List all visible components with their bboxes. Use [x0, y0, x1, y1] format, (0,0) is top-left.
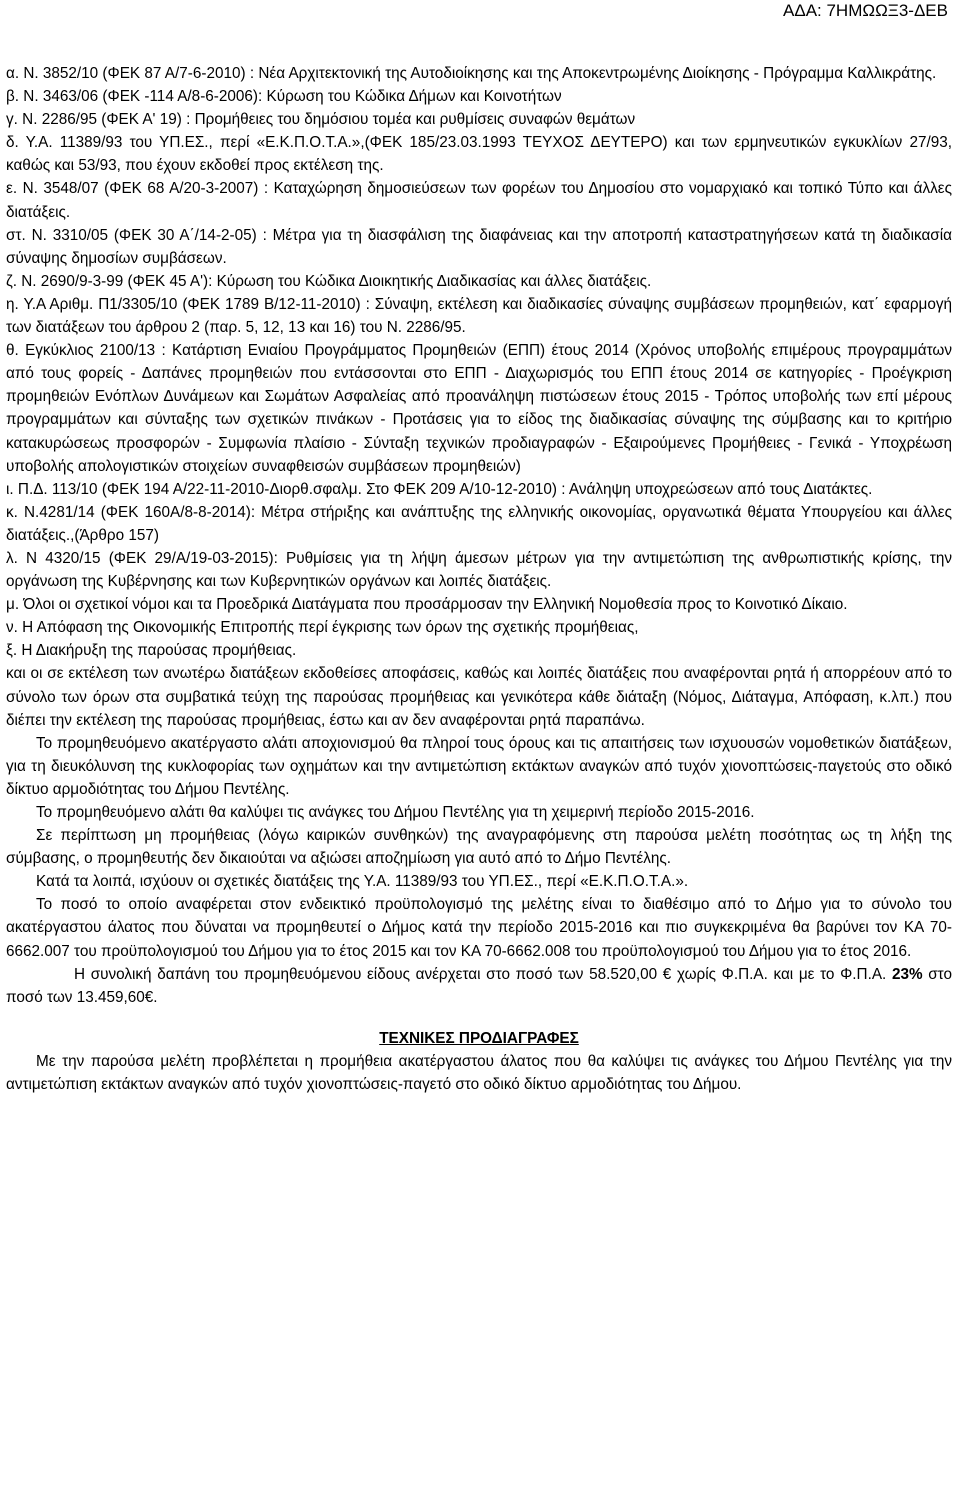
- legal-item-e: ε. Ν. 3548/07 (ΦΕΚ 68 Α/20-3-2007) : Καταχώρηση δημοσιεύσεων των φορέων του Δημοσίου στο νομαρχιακό και τοπικό Τύπο και άλλες διατάξεις.: [6, 180, 952, 221]
- legal-item-k: κ. Ν.4281/14 (ΦΕΚ 160Α/8-8-2014): Μέτρα στήριξης και ανάπτυξης της ελληνικής οικονομίας, οργανωτικά θέματα Υπουργείου και άλλες διατάξεις.,(Άρθρο 157): [6, 503, 952, 544]
- legal-item-st: στ. Ν. 3310/05 (ΦΕΚ 30 Α΄/14-2-05) : Μέτρα για τη διασφάλιση της διαφάνειας και την αποτροπή καταστρατηγήσεων κατά τη διαδικασία σύναψης δημοσίων συμβάσεων.: [6, 226, 952, 267]
- budget-paragraph: Το ποσό το οποίο αναφέρεται στον ενδεικτικό προϋπολογισμό της μελέτης είναι το διαθέσιμο από το Δήμο για το σύνολο του ακατέργαστου άλατος που δύναται να προμηθευτεί ο Δήμος κατά την περίοδο 2015-2016 και πιο συγκεκριμένα θα βαρύνει τον ΚΑ 70-6662.007 του προϋπολογισμού του Δήμου για το έτος 2015 και τον ΚΑ 70-6662.008 του προϋπολογισμού του Δήμου για το έτος 2016.: [6, 896, 952, 960]
- total-cost-prefix: Η συνολική δαπάνη του προμηθευόμενου είδους ανέρχεται στο ποσό των 58.520,00 € χωρίς Φ.Π.Α. και με το Φ.Π.Α.: [74, 965, 892, 983]
- legal-item-th: θ. Εγκύκλιος 2100/13 : Κατάρτιση Ενιαίου Προγράμματος Προμηθειών (ΕΠΠ) έτους 2014 (Χρόνος υποβολής επιμέρους προγραμμάτων από τους φορείς - Δαπάνες προμηθειών που εντάσσονται στο ΕΠΠ - Διαχωρισμός του ΕΠΠ έτους 2014 σε κατηγορίες - Προέγκριση προμηθειών Ενόπλων Δυνάμεων και Σωμάτων Ασφαλείας από προανάληψη πιστώσεων έτους 2015 - Τρόπος υποβολής των επί μέρους προγραμμάτων και σύνταξης των σχετικών πινάκων - Προτάσεις για το είδος της διαδικασίας σύναψης της σύμβασης και το κριτήριο κατακυρώσεως προσφορών - Συμφωνία πλαίσιο - Σύνταξη τεχνικών προδιαγραφών - Εξαιρούμενες Προμήθειες - Γενικά - Υποχρέωση υποβολής απολογιστικών στοιχείων συναφθεισών συμβάσεων προμηθειών): [6, 342, 952, 475]
- legal-item-a: α. Ν. 3852/10 (ΦΕΚ 87 Α/7-6-2010) : Νέα Αρχιτεκτονική της Αυτοδιοίκησης και της Αποκεντρωμένης Διοίκησης - Πρόγραμμα Καλλικράτης.: [6, 65, 937, 82]
- legal-item-d: δ. Υ.Α. 11389/93 του ΥΠ.ΕΣ., περί «Ε.Κ.Π.Ο.Τ.Α.»,(ΦΕΚ 185/23.03.1993 ΤΕΥΧΟΣ ΔΕΥΤΕΡΟ) και των ερμηνευτικών εγκυκλίων 27/93, καθώς και 53/93, που έχουν εκδοθεί προς εκτέλεση της.: [6, 134, 952, 175]
- legal-item-x: ξ. Η Διακήρυξη της παρούσας προμήθειας.: [6, 642, 297, 660]
- ada-identifier: ΑΔΑ: 7ΗΜΩΩΞ3-ΔΕΒ: [783, 1, 948, 20]
- section-text: Με την παρούσα μελέτη προβλέπεται η προμήθεια ακατέργαστου άλατος που θα καλύψει τις ανάγκες του Δήμου Πεντέλης για την αντιμετώπιση εκτάκτων αναγκών από τυχόν χιονοπτώσεις-παγετό στο οδικό δίκτυο αρμοδιότητας του Δήμου.: [6, 1052, 952, 1094]
- legal-item-i: ι. Π.Δ. 113/10 (ΦΕΚ 194 Α/22-11-2010-Διορθ.σφαλμ. Στο ΦΕΚ 209 Α/10-12-2010) : Ανάληψη υποχρεώσεων από τους Διατάκτες.: [6, 480, 873, 498]
- applicable-provisions-paragraph: και οι σε εκτέλεση των ανωτέρω διατάξεων εκδοθείσες αποφάσεις, καθώς και λοιπές διατάξεις που αναφέρονται ρητά ή απορρέουν από το σύνολο των όρων στα συμβατικά τεύχη της παρούσας προμήθειας και γενικότερα κάθε διάταξη (Νόμος, Διάταγμα, Απόφαση, κ.λπ.) που διέπει την εκτέλεση της παρούσας προμήθειας, έστω και αν δεν αναφέρονται ρητά παραπάνω.: [6, 665, 952, 729]
- vat-rate: 23%: [891, 965, 923, 983]
- legal-item-n: ν. Η Απόφαση της Οικονομικής Επιτροπής περί έγκρισης των όρων της σχετικής προμήθειας,: [6, 619, 639, 637]
- non-procurement-paragraph: Σε περίπτωση μη προμήθειας (λόγω καιρικών συνθηκών) της αναγραφόμενης στη παρούσα μελέτη ποσότητας ως τη λήξη της σύμβασης, ο προμηθευτής δεν δικαιούται να αξιώσει αποζημίωση για αυτό από το Δήμο Πεντέλης.: [6, 827, 952, 868]
- other-provisions-paragraph: Κατά τα λοιπά, ισχύουν οι σχετικές διατάξεις της Υ.Α. 11389/93 του ΥΠ.ΕΣ., περί «Ε.Κ.Π.Ο.Τ.Α.».: [36, 873, 689, 891]
- document-body: [6, 62, 952, 1096]
- legal-item-b: β. Ν. 3463/06 (ΦΕΚ -114 Α/8-6-2006): Κύρωση του Κώδικα Δήμων και Κοινοτήτων: [6, 88, 562, 106]
- section-title: ΤΕΧΝΙΚΕΣ ΠΡΟΔΙΑΓΡΑΦΕΣ: [379, 1029, 579, 1047]
- legal-item-m: μ. Όλοι οι σχετικοί νόμοι και τα Προεδρικά Διατάγματα που προσάρμοσαν την Ελληνική Νομοθεσία προς το Κοινοτικό Δίκαιο.: [6, 596, 848, 614]
- total-cost-suffix: στο ποσό των 13.459,60€.: [6, 965, 952, 1006]
- legal-item-h: η. Υ.Α Αριθμ. Π1/3305/10 (ΦΕΚ 1789 Β/12-11-2010) : Σύναψη, εκτέλεση και διαδικασίες σύναψης συμβάσεων προμηθειών, κατ΄ εφαρμογή των διατάξεων του άρθρου 2 (παρ. 5, 12, 13 και 16) του Ν. 2286/95.: [6, 295, 952, 337]
- legal-item-z: ζ. Ν. 2690/9-3-99 (ΦΕΚ 45 Α'): Κύρωση του Κώδικα Διοικητικής Διαδικασίας και άλλες διατάξεις.: [6, 272, 652, 290]
- legal-item-l: λ. Ν 4320/15 (ΦΕΚ 29/Α/19-03-2015): Ρυθμίσεις για τη λήψη άμεσων μέτρων για την αντιμετώπιση της ανθρωπιστικής κρίσης, την οργάνωση της Κυβέρνησης και των Κυβερνητικών οργάνων και λοιπές διατάξεις.: [6, 549, 952, 591]
- coverage-period-paragraph: Το προμηθευόμενο αλάτι θα καλύψει τις ανάγκες του Δήμου Πεντέλης για τη χειμερινή περίοδο 2015-2016.: [36, 804, 755, 821]
- total-cost-paragraph: [6, 963, 952, 1009]
- legal-item-c: γ. Ν. 2286/95 (ΦΕΚ Α' 19) : Προμήθειες του δημόσιου τομέα και ρυθμίσεις συναφών θεμάτων: [6, 111, 636, 129]
- salt-requirements-paragraph: Το προμηθευόμενο ακατέργαστο αλάτι αποχιονισμού θα πληροί τους όρους και τις απαιτήσεις των ισχυουσών νομοθετικών διατάξεων, για τη διευκόλυνση της κυκλοφορίας των οχημάτων και την αντιμετώπιση εκτάκτων αναγκών από τυχόν χιονοπτώσεις-παγετούς στο οδικό δίκτυο αρμοδιότητας του Δήμου Πεντέλης.: [6, 734, 952, 798]
